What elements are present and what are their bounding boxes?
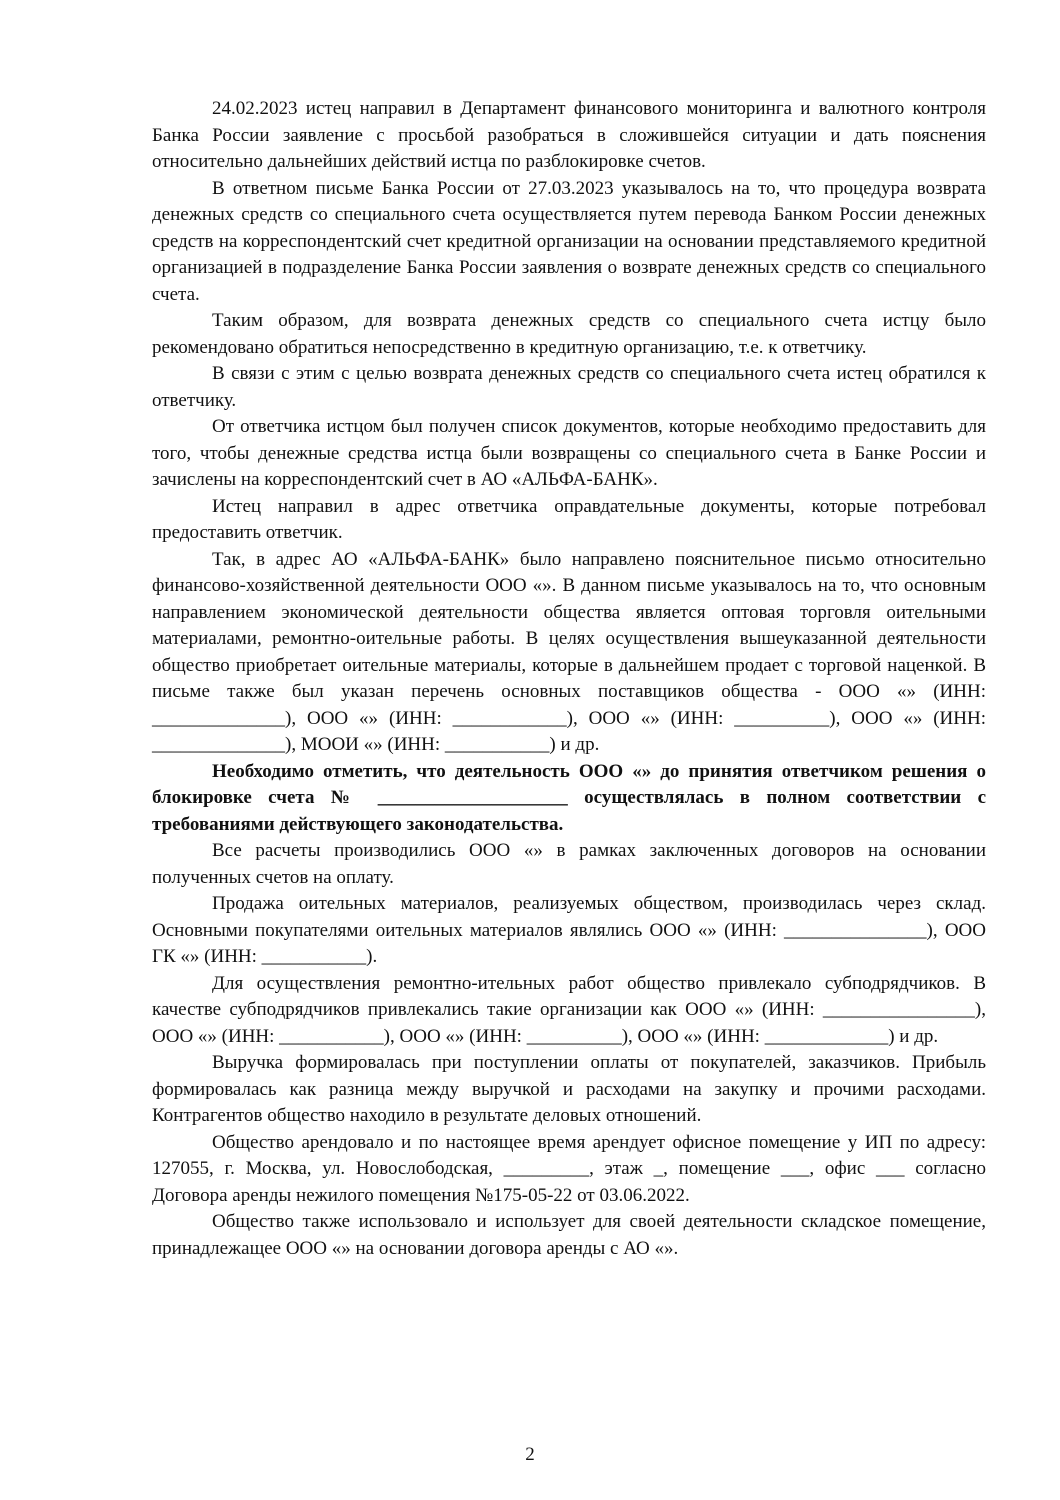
- paragraph-2: В ответном письме Банка России от 27.03.2023 указывалось на то, что процедура возврата денежных средств со специального счета осуществляется путем перевода Банком России денежных средств на корреспондентский счет кредитной организации на основании представляемого кредитной организацией в подразделение Банка России заявления о возврате денежных средств со специального счета.: [152, 177, 986, 305]
- paragraph-9: Все расчеты производились ООО «» в рамках заключенных договоров на основании полученных счетов на оплату.: [152, 840, 986, 888]
- paragraph-6: Истец направил в адрес ответчика оправдательные документы, которые потребовал предоставить ответчик.: [152, 495, 986, 543]
- paragraph-8-bold: Необходимо отметить, что деятельность ООО «» до принятия ответчиком решения о блокировке счета № ____________________ осуществлялась в полном соответствии с требованиями действующего законодательства.: [152, 760, 986, 835]
- paragraph-11: Для осуществления ремонтно-ительных работ общество привлекало субподрядчиков. В качестве субподрядчиков привлекались такие организации как ООО «» (ИНН: ________________), ООО «» (ИНН: ___________), ООО «» (ИНН: __________), ООО «» (ИНН: _____________) и др.: [152, 972, 986, 1047]
- paragraph-10: Продажа оительных материалов, реализуемых обществом, производилась через склад. Основными покупателями оительных материалов являлись ООО «» (ИНН: _______________), ООО ГК «» (ИНН: ___________).: [152, 893, 986, 967]
- paragraph-4: В связи с этим с целью возврата денежных средств со специального счета истец обратился к ответчику.: [152, 363, 986, 411]
- page-number: 2: [525, 1444, 535, 1465]
- paragraph-14: Общество также использовало и использует для своей деятельности складское помещение, принадлежащее ООО «» на основании договора аренды с АО «».: [152, 1211, 986, 1259]
- paragraph-7: Так, в адрес АО «АЛЬФА-БАНК» было направлено пояснительное письмо относительно финансово-хозяйственной деятельности ООО «». В данном письме указывалось на то, что основным направлением экономической деятельности общества является оптовая торговля оительными материалами, ремонтно-оительные работы. В целях осуществления вышеуказанной деятельности общество приобретает оительные материалы, которые в дальнейшем продает с торговой наценкой. В письме также был указан перечень основных поставщиков общества - ООО «» (ИНН: ______________), ООО «» (ИНН: ____________), ООО «» (ИНН: __________), ООО «» (ИНН: ______________), МООИ «» (ИНН: ___________) и др.: [152, 548, 986, 755]
- paragraph-5: От ответчика истцом был получен список документов, которые необходимо предоставить для того, чтобы денежные средства истца были возвращены со специального счета в Банке России и зачислены на корреспондентский счет в АО «АЛЬФА-БАНК».: [152, 416, 986, 490]
- paragraph-1: 24.02.2023 истец направил в Департамент финансового мониторинга и валютного контроля Банка России заявление с просьбой разобраться в сложившейся ситуации и дать пояснения относительно дальнейших действий истца по разблокировке счетов.: [152, 98, 986, 172]
- document-body: [152, 96, 986, 1262]
- paragraph-12: Выручка формировалась при поступлении оплаты от покупателей, заказчиков. Прибыль формировалась как разница между выручкой и расходами на закупку и прочими расходами. Контрагентов общество находило в результате деловых отношений.: [152, 1052, 986, 1126]
- paragraph-13: Общество арендовало и по настоящее время арендует офисное помещение у ИП по адресу: 127055, г. Москва, ул. Новослободская, _________, этаж _, помещение ___, офис ___ согласно Договора аренды нежилого помещения №175-05-22 от 03.06.2022.: [152, 1131, 986, 1206]
- paragraph-3: Таким образом, для возврата денежных средств со специального счета истцу было рекомендовано обратиться непосредственно в кредитную организацию, т.е. к ответчику.: [152, 310, 986, 358]
